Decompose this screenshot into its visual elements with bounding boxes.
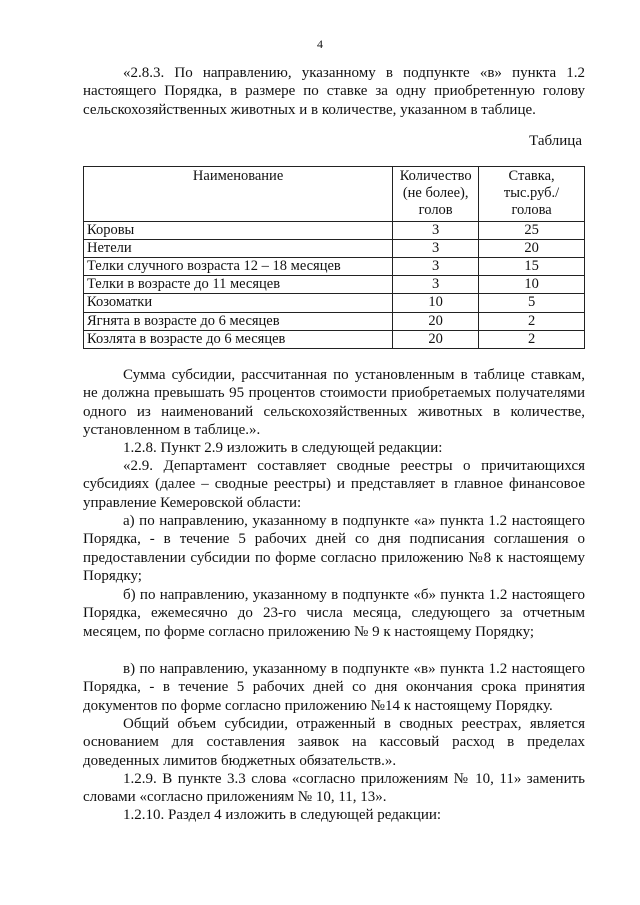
row-name-cell: Ягнята в возрасте до 6 месяцев: [84, 312, 393, 330]
row-rate-cell: 10: [479, 276, 585, 294]
row-quantity-cell: 10: [393, 294, 479, 312]
row-name-cell: Телки в возрасте до 11 месяцев: [84, 276, 393, 294]
table-row: [84, 276, 585, 294]
header-quantity: Количество (не более), голов: [393, 167, 479, 222]
row-rate-cell: 5: [479, 294, 585, 312]
row-name-cell: Коровы: [84, 221, 393, 239]
table-header-row: [84, 167, 585, 222]
row-quantity-cell: 3: [393, 221, 479, 239]
row-rate-cell: 2: [479, 330, 585, 348]
page-number: 4: [317, 37, 323, 51]
row-name-cell: Козлята в возрасте до 6 месяцев: [84, 330, 393, 348]
row-quantity-cell: 3: [393, 239, 479, 257]
paragraph-2-9: «2.9. Департамент составляет сводные реестры о причитающихся субсидиях (далее – сводные реестры) и представляет в главное финансовое управление Кемеровской области:: [83, 458, 585, 511]
table-row: [84, 330, 585, 348]
row-rate-cell: 25: [479, 221, 585, 239]
livestock-rates-table: [83, 166, 585, 349]
paragraph-item-v: в) по направлению, указанному в подпункте «в» пункта 1.2 настоящего Порядка, - в течение 5 рабочих дней со дня окончания срока принятия документов по форме согласно приложению №14 к настоящему Порядку.: [83, 661, 585, 714]
paragraph-item-b: б) по направлению, указанному в подпункте «б» пункта 1.2 настоящего Порядка, ежемесячно до 23-го числа месяца, следующего за отчетным месяцем, по форме согласно приложению № 9 к настоящему Порядку;: [83, 587, 585, 640]
paragraph-1-2-8: 1.2.8. Пункт 2.9 изложить в следующей редакции:: [123, 440, 443, 456]
paragraph-1-2-9: 1.2.9. В пункте 3.3 слова «согласно приложениям № 10, 11» заменить словами «согласно приложениям № 10, 11, 13».: [83, 771, 585, 806]
table-row: [84, 294, 585, 312]
table-caption: Таблица: [529, 133, 582, 149]
row-quantity-cell: 3: [393, 258, 479, 276]
row-rate-cell: 15: [479, 258, 585, 276]
table-row: [84, 221, 585, 239]
paragraph-subsidy-sum: Сумма субсидии, рассчитанная по установленным в таблице ставкам, не должна превышать 95 процентов стоимости приобретаемых получателями одного из наименований сельскохозяйственных животных в количестве, установленном в таблице.».: [83, 367, 585, 439]
paragraph-total-volume: Общий объем субсидии, отраженный в сводных реестрах, является основанием для составления заявок на кассовый расход в пределах доведенных лимитов бюджетных обязательств.».: [83, 716, 585, 769]
header-rate: Ставка, тыс.руб./ голова: [479, 167, 585, 222]
row-rate-cell: 2: [479, 312, 585, 330]
table-body: [84, 221, 585, 348]
table-row: [84, 239, 585, 257]
row-name-cell: Нетели: [84, 239, 393, 257]
row-name-cell: Телки случного возраста 12 – 18 месяцев: [84, 258, 393, 276]
row-name-cell: Козоматки: [84, 294, 393, 312]
row-rate-cell: 20: [479, 239, 585, 257]
row-quantity-cell: 20: [393, 330, 479, 348]
paragraph-item-a: а) по направлению, указанному в подпункте «а» пункта 1.2 настоящего Порядка, - в течение 5 рабочих дней со дня подписания соглашения о предоставлении субсидии по форме согласно приложению №8 к настоящему Порядку;: [83, 513, 585, 585]
intro-paragraph: «2.8.3. По направлению, указанному в подпункте «в» пункта 1.2 настоящего Порядка, в размере по ставке за одну приобретенную голову сельскохозяйственных животных и в количестве, указанном в таблице.: [83, 65, 585, 118]
header-name: Наименование: [84, 167, 393, 222]
table-row: [84, 258, 585, 276]
row-quantity-cell: 20: [393, 312, 479, 330]
row-quantity-cell: 3: [393, 276, 479, 294]
table-row: [84, 312, 585, 330]
paragraph-1-2-10: 1.2.10. Раздел 4 изложить в следующей редакции:: [123, 807, 442, 823]
